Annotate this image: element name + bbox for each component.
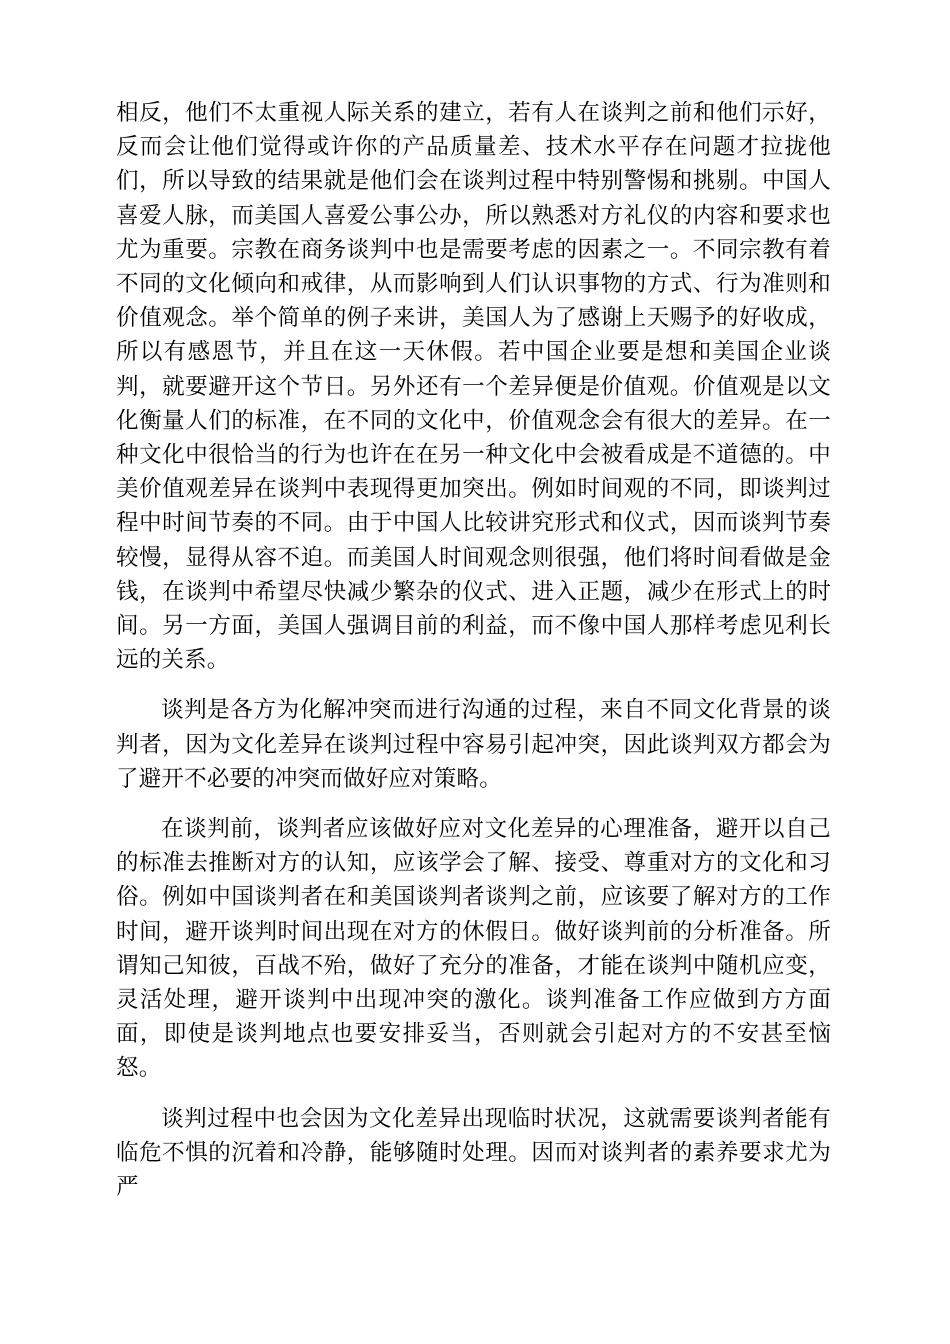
paragraph-1: 相反，他们不太重视人际关系的建立，若有人在谈判之前和他们示好，反而会让他们觉得或许你的产品质量差、技术水平存在问题才拉拢他们，所以导致的结果就是他们会在谈判过程中特别警惕和挑剔。中国人喜爱人脉，而美国人喜爱公事公办，所以熟悉对方礼仪的内容和要求也尤为重要。宗教在商务谈判中也是需要考虑的因素之一。不同宗教有着不同的文化倾向和戒律，从而影响到人们认识事物的方式、行为准则和价值观念。举个简单的例子来讲，美国人为了感谢上天赐予的好收成，所以有感恩节，并且在这一天休假。若中国企业要是想和美国企业谈判，就要避开这个节日。另外还有一个差异便是价值观。价值观是以文化衡量人们的标准，在不同的文化中，价值观念会有很大的差异。在一种文化中很恰当的行为也许在在另一种文化中会被看成是不道德的。中美价值观差异在谈判中表现得更加突出。例如时间观的不同，即谈判过程中时间节奏的不同。由于中国人比较讲究形式和仪式，因而谈判节奏较慢，显得从容不迫。而美国人时间观念则很强，他们将时间看做是金钱，在谈判中希望尽快减少繁杂的仪式、进入正题，减少在形式上的时间。另一方面，美国人强调目前的利益，而不像中国人那样考虑见利长远的关系。 xyxy=(116,100,831,674)
paragraph-4: 谈判过程中也会因为文化差异出现临时状况，这就需要谈判者能有临危不惧的沉着和冷静，能够随时处理。因而对谈判者的素养要求尤为严 xyxy=(116,1105,831,1201)
paragraph-2: 谈判是各方为化解冲突而进行沟通的过程，来自不同文化背景的谈判者，因为文化差异在谈判过程中容易引起冲突，因此谈判双方都会为了避开不必要的冲突而做好应对策略。 xyxy=(116,697,831,792)
paragraph-3: 在谈判前，谈判者应该做好应对文化差异的心理准备，避开以自己的标准去推断对方的认知，应该学会了解、接受、尊重对方的文化和习俗。例如中国谈判者在和美国谈判者谈判之前，应该要了解对方的工作时间，避开谈判时间出现在对方的休假日。做好谈判前的分析准备。所谓知己知彼，百战不殆，做好了充分的准备，才能在谈判中随机应变，灵活处理，避开谈判中出现冲突的激化。谈判准备工作应做到方方面面，即使是谈判地点也要安排妥当，否则就会引起对方的不安甚至恼怒。 xyxy=(116,816,831,1082)
document-page xyxy=(116,96,831,1204)
